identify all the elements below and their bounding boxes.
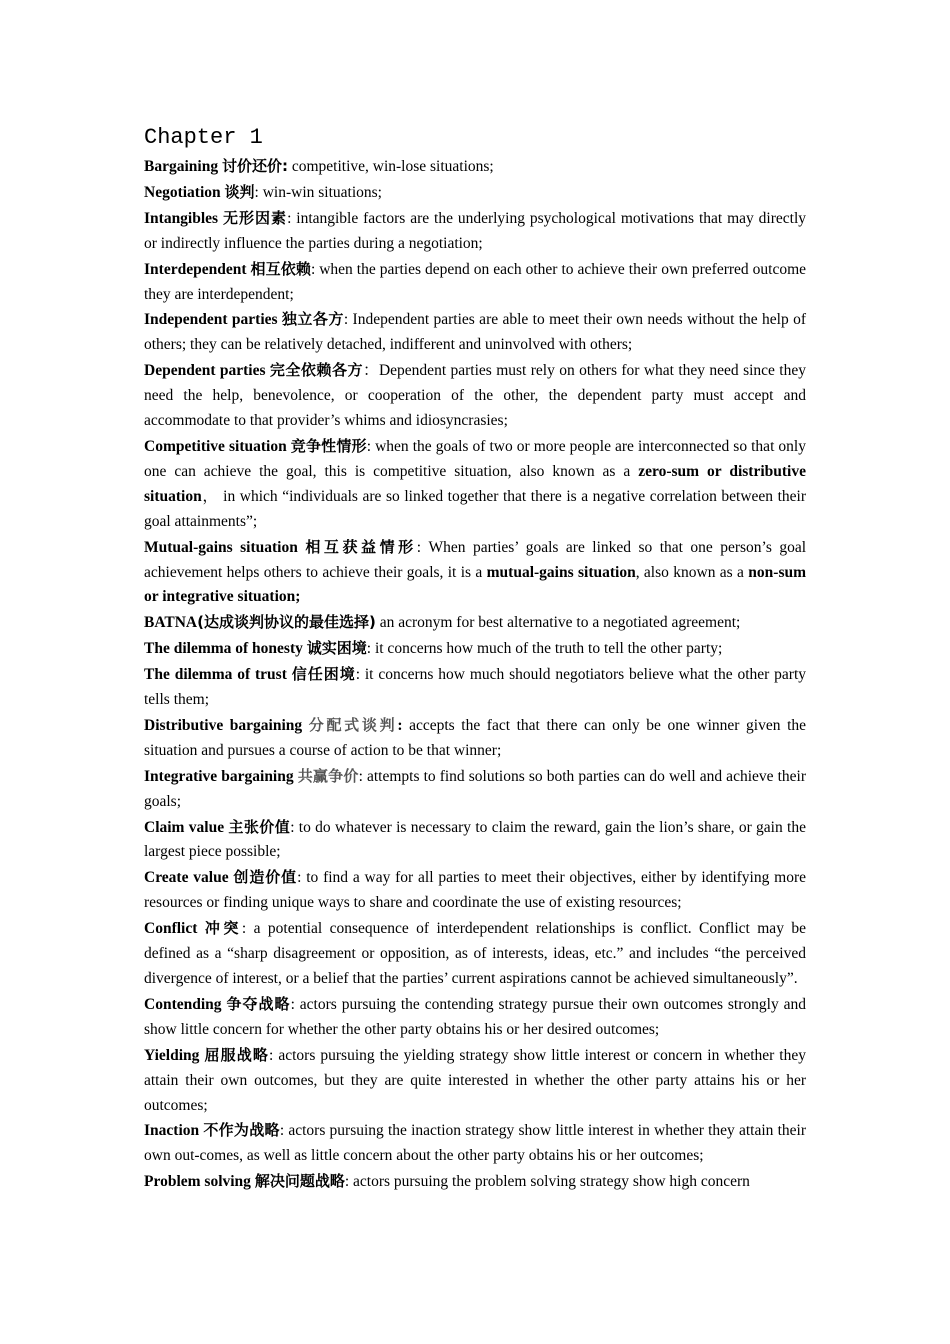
definition: : it concerns how much should negotiators believe what the other party tells them; [144,666,806,709]
term-zh: 相互获益情形 [305,537,417,556]
definition: : when the parties depend on each other to achieve their own preferred outcome they are interdependent; [144,260,807,303]
term: Inaction [144,1122,200,1140]
definition: : when the goals of two or more people are interconnected so that only one can achieve the goal, this is competitive situation, also known as a [144,437,806,480]
term: The dilemma of trust [144,666,287,684]
definition: : actors pursuing the inaction strategy show little interest in whether they attain their own out-comes, as well as little concern about the other party obtains his or her outcomes; [144,1122,806,1165]
term-zh: 争夺战略 [226,994,291,1013]
term-zh: 诚实困境 [306,639,367,658]
term-zh: 无形因素 [222,208,288,227]
term: Integrative bargaining [144,767,294,785]
entry-claim-value [144,815,806,866]
entry-yielding [144,1043,806,1119]
definition: : intangible factors are the underlying psychological motivations that may directly or indirectly influence the parties during a negotiation; [144,209,806,252]
entry-mutual-gains-situation [144,535,806,611]
entry-problem-solving [144,1169,806,1195]
definition-colon: : [397,716,403,734]
definition: ：Dependent parties must rely on others for what they need since they need the help, benevolence, or cooperation of the other, the dependent party must accept and accommodate to that provider’s whims and idiosyncrasies; [144,362,806,430]
term: Bargaining [144,158,219,175]
term: Negotiation [144,183,221,201]
definition: : a potential consequence of interdependent relationships is conflict. Conflict may be defined as a “sharp disagreement or opposition, as of interests, ideas, etc.” and includes “the perceived divergence of interest, or a belief that the parties’ current aspirations cannot be achieved simultaneously”. [144,920,806,987]
definition: competitive, win-lose situations; [287,158,494,175]
term: Intangibles [144,209,219,227]
term: Problem solving [144,1173,251,1191]
definition: an acronym for best alternative to a negotiated agreement; [375,614,741,632]
definition-emphasis: mutual-gains situation [486,563,636,581]
term-zh: 屈服战略 [204,1045,270,1064]
entry-distributive-bargaining [144,713,806,764]
term: Create value [144,869,229,887]
term: Distributive bargaining [144,716,303,734]
definition: : it concerns how much of the truth to tell the other party; [366,640,723,658]
term-zh: 竞争性情形 [290,436,367,455]
definition: : When parties’ goals are linked so that one person’s goal achievement helps others to achieve their goals, it is a [144,538,807,581]
term: Interdependent [144,260,247,278]
term: Competitive situation [144,437,287,455]
term: Conflict [144,920,198,938]
definition: accepts the fact that there can only be one winner given the situation and pursues a course of action to be that winner; [144,716,807,759]
definition: : actors pursuing the yielding strategy show little interest or concern in whether they attain their own outcomes, but they are quite interested in whether the other party attains his or her outcomes; [144,1046,806,1114]
entry-bargaining [144,154,806,180]
term: Mutual-gains situation [144,538,298,556]
term-zh: 创造价值 [233,868,298,887]
document-page [144,124,806,1195]
definition: : actors pursuing the problem solving strategy show high concern [344,1173,750,1191]
term: Contending [144,995,222,1013]
definition: : win-win situations; [254,183,382,201]
term-zh: 主张价值 [228,817,291,836]
term-zh: 讨价还价: [221,157,288,175]
definition: : actors pursuing the contending strategy pursue their own outcomes strongly and show little concern for whether the other party obtains his or her desired outcomes; [144,995,806,1038]
entry-interdependent [144,257,806,308]
entry-negotiation [144,180,806,206]
entry-integrative-bargaining [144,764,806,815]
term-zh: 不作为战略 [203,1121,280,1140]
definition: : to find a way for all parties to meet their objectives, either by identifying more resources or finding unique ways to share and coordinate the use of existing resources; [144,869,806,912]
entry-dilemma-of-honesty [144,636,806,662]
term: The dilemma of honesty [144,640,303,658]
definition-continued: ， in which “individuals are so linked together that there is a negative correlation between their goal attainments”; [144,487,806,530]
entry-contending [144,992,806,1043]
definition-continued: , also known as a [635,563,749,581]
chapter-heading: Chapter 1 [144,125,263,150]
term: Independent parties [144,311,278,329]
entry-dilemma-of-trust [144,662,806,713]
term-zh: 分配式谈判 [308,715,398,734]
entry-batna [144,610,806,636]
entry-inaction [144,1118,806,1169]
definition: : to do whatever is necessary to claim the reward, gain the lion’s share, or gain the largest piece possible; [144,818,806,861]
entry-competitive-situation [144,434,806,535]
entry-dependent-parties [144,358,806,434]
term: BATNA [144,614,198,632]
term-zh: 冲突 [204,919,242,938]
term-zh: 信任困境 [291,665,356,684]
entry-conflict [144,916,806,992]
entry-independent-parties [144,307,806,358]
term-zh: 独立各方 [281,310,344,329]
term-zh: 共赢争价 [297,766,359,785]
definition: : attempts to find solutions so both parties can do well and achieve their goals; [144,767,807,810]
definition: : Independent parties are able to meet their own needs without the help of others; they can be relatively detached, indifferent and uninvolved with others; [144,311,806,354]
entry-intangibles [144,206,806,257]
term-zh: (达成谈判协议的最佳选择) [197,613,376,632]
term-zh: 完全依赖各方 [269,361,363,380]
definition-emphasis-2: non-sum or integrative situation; [144,563,807,606]
term-zh: 解决问题战略 [254,1172,345,1191]
term: Dependent parties [144,362,266,380]
term: Yielding [144,1046,200,1064]
definition-emphasis: zero-sum or distributive situation [144,462,806,505]
term-zh: 谈判 [224,182,255,201]
term-zh: 相互依赖 [250,259,311,278]
entry-create-value [144,865,806,916]
term: Claim value [144,818,225,836]
